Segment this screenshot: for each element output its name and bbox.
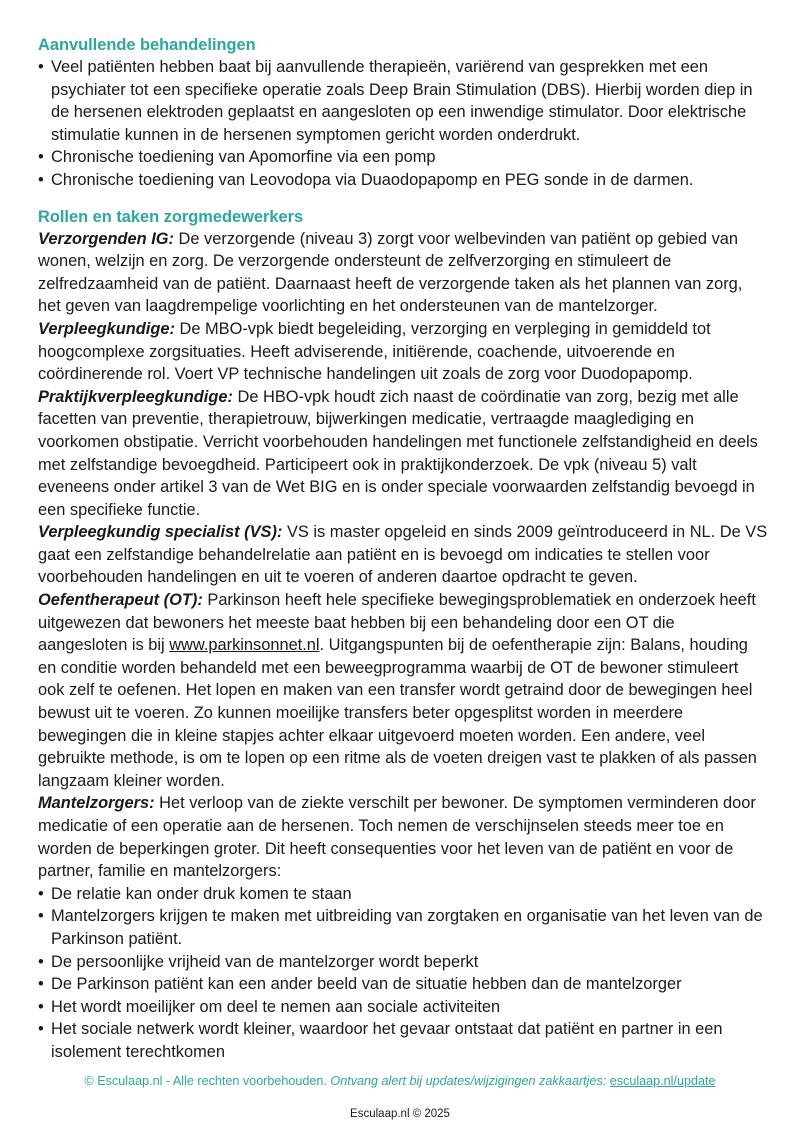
- parkinsonnet-link[interactable]: www.parkinsonnet.nl: [169, 636, 320, 655]
- role-text: De HBO-vpk houdt zich naast de coördinatie van zorg, bezig met alle facetten van preventie, therapietrouw, bijwerkingen medicatie, vertraagde maaglediging en voorkomen obstipatie. Verricht voorbehouden handelingen met functionele zelfstandigheid en deels met zelfstandige bevoegdheid. Participeert ook in praktijkonderzoek. De vpk (niveau 5) valt eveneens onder artikel 3 van de Wet BIG en is onder speciale voorwaarden zelfstandig bevoegd in een specifieke functie.: [38, 387, 758, 519]
- role-label: Oefentherapeut (OT):: [38, 591, 203, 610]
- bullet-icon: •: [38, 170, 44, 189]
- role-paragraph-praktijkverpleegkundige: [38, 386, 768, 522]
- footer-alert-text: Ontvang alert bij updates/wijzigingen zakkaartjes:: [330, 1074, 610, 1088]
- role-paragraph-verpleegkundig-specialist: [38, 521, 768, 589]
- footer-notice: [0, 1074, 800, 1088]
- role-label: Praktijkverpleegkundige:: [38, 387, 233, 406]
- role-text: Parkinson heeft hele specifieke bewegingsproblematiek en onderzoek heeft uitgewezen dat bewoners het meeste baat hebben bij een behandeling door een OT die aangesloten is bij: [38, 591, 756, 655]
- role-paragraph-oefentherapeut: [38, 589, 768, 792]
- footer-update-link[interactable]: esculaap.nl/update: [609, 1074, 716, 1088]
- footer-rights: © Esculaap.nl - Alle rechten voorbehouden.: [84, 1074, 331, 1088]
- copyright-line: Esculaap.nl © 2025: [350, 1108, 450, 1120]
- list-item-text: Mantelzorgers krijgen te maken met uitbreiding van zorgtaken en organisatie van het leven van de Parkinson patiënt.: [51, 907, 763, 948]
- list-item-text: Chronische toediening van Leovodopa via Duaodopapomp en PEG sonde in de darmen.: [51, 170, 694, 189]
- role-paragraph-verpleegkundige: [38, 318, 768, 386]
- role-text: Het verloop van de ziekte verschilt per bewoner. De symptomen verminderen door medicatie of een operatie aan de hersenen. Toch nemen de verschijnselen steeds meer toe en worden de beperkingen groter. Dit heeft consequenties voor het leven van de patiënt en voor de partner, familie en mantelzorgers:: [38, 794, 756, 881]
- list-item: [38, 973, 768, 996]
- list-item: [38, 56, 768, 146]
- list-item: [38, 169, 768, 192]
- treatment-list: [38, 56, 768, 192]
- role-label: Verzorgenden IG:: [38, 229, 174, 248]
- list-item-text: Veel patiënten hebben baat bij aanvullende therapieën, variërend van gesprekken met een psychiater tot een specifieke operatie zoals Deep Brain Stimulation (DBS). Hierbij worden diep in de hersenen elektroden geplaatst en aangesloten op een inwendige stimulator. Door elektrische stimulatie kunnen in de hersenen symptomen gericht worden onderdrukt.: [51, 58, 753, 144]
- bullet-icon: •: [38, 148, 44, 167]
- role-label: Verpleegkundig specialist (VS):: [38, 523, 283, 542]
- role-label: Verpleegkundige:: [38, 319, 175, 338]
- role-paragraph-verzorgenden: [38, 228, 768, 318]
- consequences-list: [38, 883, 768, 1064]
- list-item: [38, 905, 768, 950]
- list-item-text: De persoonlijke vrijheid van de mantelzorger wordt beperkt: [51, 952, 479, 971]
- list-item-text: De relatie kan onder druk komen te staan: [51, 884, 352, 903]
- role-text: De MBO-vpk biedt begeleiding, verzorging en verpleging in gemiddeld tot hoogcomplexe zorgsituaties. Heeft adviserende, initiërende, coachende, uitvoerende en coördinerende rol. Voert VP technische handelingen uit zoals de zorg voor Duodopapomp.: [38, 319, 711, 384]
- list-item-text: De Parkinson patiënt kan een ander beeld van de situatie hebben dan de mantelzorger: [51, 975, 682, 994]
- role-text: De verzorgende (niveau 3) zorgt voor welbevinden van patiënt op gebied van wonen, welzijn en zorg. De verzorgende ondersteunt de zelfverzorging en stimuleert de zelfredzaamheid van de patiënt. Daarnaast heeft de verzorgende taken als het plannen van zorg, het geven van laagdrempelige voorlichting en het ondersteunen van de mantelzorger.: [38, 229, 743, 316]
- role-label: Mantelzorgers:: [38, 794, 155, 813]
- bullet-icon: •: [38, 907, 44, 926]
- bullet-icon: •: [38, 58, 44, 76]
- role-text-continued: . Uitgangspunten bij de oefentherapie zijn: Balans, houding en conditie worden behandeld met een beweegprogramma waarbij de OT de bewoner stimuleert ook zelf te oefenen. Het lopen en maken van een transfer wordt getraind door de bewegingen heel bewust uit te voeren. Zo kunnen moeilijke transfers beter opgesplitst worden in meerdere bewegingen die in kleine stapjes achter elkaar uitgevoerd moeten worden. Een andere, veel gebruikte methode, is om te lopen op een ritme als de voeten dreigen vast te plakken of als passen langzaam kleiner worden.: [38, 636, 757, 790]
- role-text: VS is master opgeleid en sinds 2009 geïntroduceerd in NL. De VS gaat een zelfstandige behandelrelatie aan patiënt en is bevoegd om indicaties te stellen voor voorbehouden handelingen en uit te voeren of anderen daartoe opdracht te geven.: [38, 523, 768, 587]
- section-heading-rollen-en-taken: Rollen en taken zorgmedewerkers: [38, 207, 304, 226]
- list-item: [38, 146, 768, 169]
- bullet-icon: •: [38, 997, 44, 1016]
- document-content: [38, 34, 768, 1064]
- list-item: [38, 996, 768, 1019]
- bullet-icon: •: [38, 952, 44, 971]
- list-item: [38, 883, 768, 906]
- section-heading-aanvullende-behandelingen: Aanvullende behandelingen: [38, 36, 256, 54]
- bullet-icon: •: [38, 975, 44, 994]
- list-item-text: Het sociale netwerk wordt kleiner, waardoor het gevaar ontstaat dat patiënt en partner in een isolement terechtkomen: [51, 1020, 723, 1061]
- list-item-text: Het wordt moeilijker om deel te nemen aan sociale activiteiten: [51, 997, 501, 1016]
- list-item-text: Chronische toediening van Apomorfine via een pomp: [51, 148, 436, 167]
- bullet-icon: •: [38, 1020, 44, 1039]
- list-item: [38, 951, 768, 974]
- list-item: [38, 1018, 768, 1063]
- bullet-icon: •: [38, 884, 44, 903]
- role-paragraph-mantelzorgers: [38, 792, 768, 882]
